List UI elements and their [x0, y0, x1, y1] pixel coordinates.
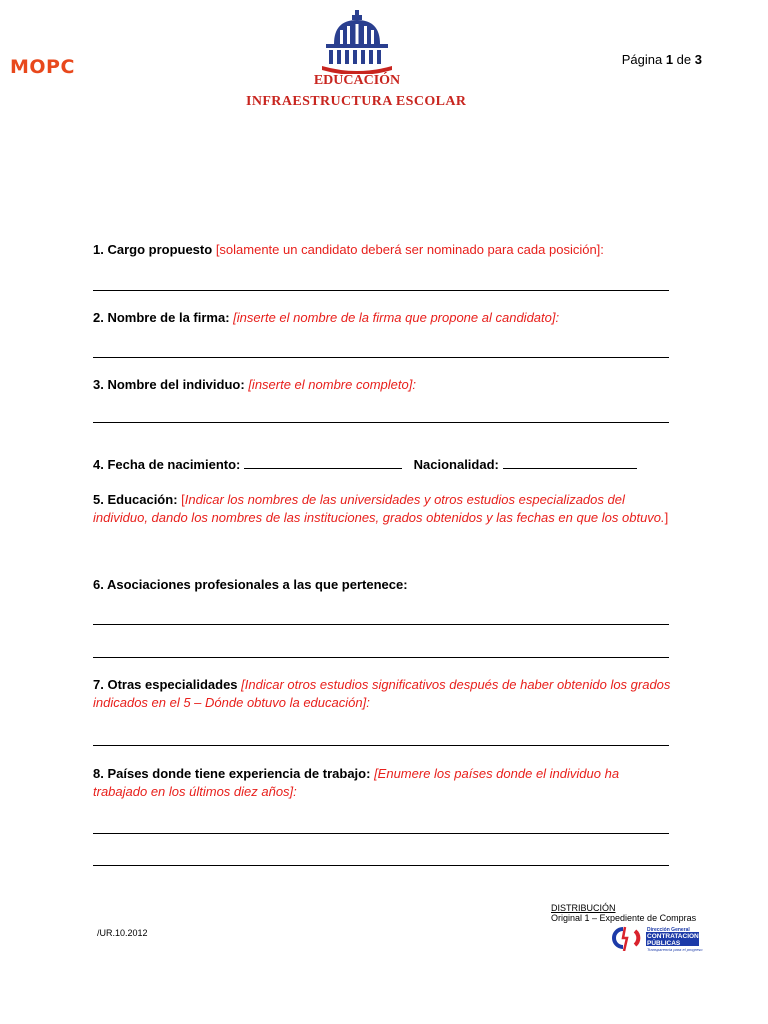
- dgcp-line2: PÚBLICAS: [647, 940, 681, 947]
- item-hint: [Enumere los países donde el individuo ha trabajado en los últimos diez años]:: [93, 766, 620, 799]
- item-hint: [inserte el nombre de la firma que propone al candidato]:: [233, 310, 560, 325]
- item-label: 4. Fecha de nacimiento:: [93, 457, 241, 472]
- nacionalidad-field[interactable]: [503, 456, 637, 469]
- page-of: de: [676, 52, 692, 67]
- item-label: 2. Nombre de la firma:: [93, 310, 230, 325]
- document-code: /UR.10.2012: [97, 928, 148, 938]
- emblem-title: EDUCACIÓN: [313, 73, 401, 88]
- answer-line-asociaciones-1[interactable]: [93, 624, 669, 625]
- item-label: 5. Educación:: [93, 492, 178, 507]
- distribution-heading: DISTRIBUCIÓN: [551, 903, 616, 913]
- answer-line-asociaciones-2[interactable]: [93, 657, 669, 658]
- item-hint: [solamente un candidato deberá ser nominado para cada posición]:: [215, 242, 604, 257]
- item-cargo-propuesto: [93, 241, 673, 259]
- fecha-nacimiento-field[interactable]: [244, 456, 402, 469]
- dgcp-line1: CONTRATACIONES: [647, 933, 708, 940]
- dgcp-tagline: Transparencia para el progreso: [647, 947, 703, 952]
- item-educacion: [93, 491, 673, 527]
- item-paises-experiencia: [93, 765, 673, 801]
- answer-line-paises-1[interactable]: [93, 833, 669, 834]
- item-label: 8. Países donde tiene experiencia de trabajo:: [93, 766, 371, 781]
- answer-line-especialidades[interactable]: [93, 745, 669, 746]
- item-fecha-nacionalidad: [93, 456, 693, 474]
- mopc-logo: MOPC: [10, 56, 75, 78]
- item-nombre-individuo: [93, 376, 673, 394]
- item-hint-open: [: [181, 492, 185, 507]
- page-indicator: [622, 52, 702, 67]
- distribution-original: Original 1 – Expediente de Compras: [551, 913, 697, 923]
- item-hint-close: ]: [664, 510, 669, 525]
- item-hint: Indicar los nombres de las universidades y otros estudios especializados del individuo, dando los nombres de las instituciones, grados obtenidos y las fechas en que los obtuvo.: [93, 492, 665, 525]
- item-otras-especialidades: [93, 676, 673, 712]
- emblem-subtitle-wrap: [246, 92, 466, 105]
- item-label: 1. Cargo propuesto: [93, 242, 213, 257]
- dgcp-logo-text: [647, 927, 707, 953]
- item-label: 3. Nombre del individuo:: [93, 377, 245, 392]
- item-label: 6. Asociaciones profesionales a las que pertenece:: [93, 577, 408, 592]
- page-current: 1: [665, 52, 674, 67]
- item-nombre-firma: [93, 309, 673, 327]
- page-total: 3: [694, 52, 702, 67]
- item-hint: [inserte el nombre completo]:: [248, 377, 416, 392]
- answer-line-individuo[interactable]: [93, 422, 669, 423]
- dome-emblem-icon: [320, 10, 394, 74]
- nacionalidad-label: Nacionalidad:: [413, 457, 499, 472]
- answer-line-paises-2[interactable]: [93, 865, 669, 866]
- item-label: 7. Otras especialidades: [93, 677, 238, 692]
- answer-line-firma[interactable]: [93, 357, 669, 358]
- page-label: Página: [621, 52, 663, 67]
- item-hint: [Indicar otros estudios significativos después de haber obtenido los grados indicados en el 5 – Dónde obtuvo la educación]:: [93, 677, 671, 710]
- answer-line-cargo[interactable]: [93, 290, 669, 291]
- emblem-subtitle: INFRAESTRUCTURA ESCOLAR: [246, 94, 466, 105]
- dgcp-small: Dirección General: [647, 927, 690, 933]
- item-asociaciones: [93, 576, 673, 594]
